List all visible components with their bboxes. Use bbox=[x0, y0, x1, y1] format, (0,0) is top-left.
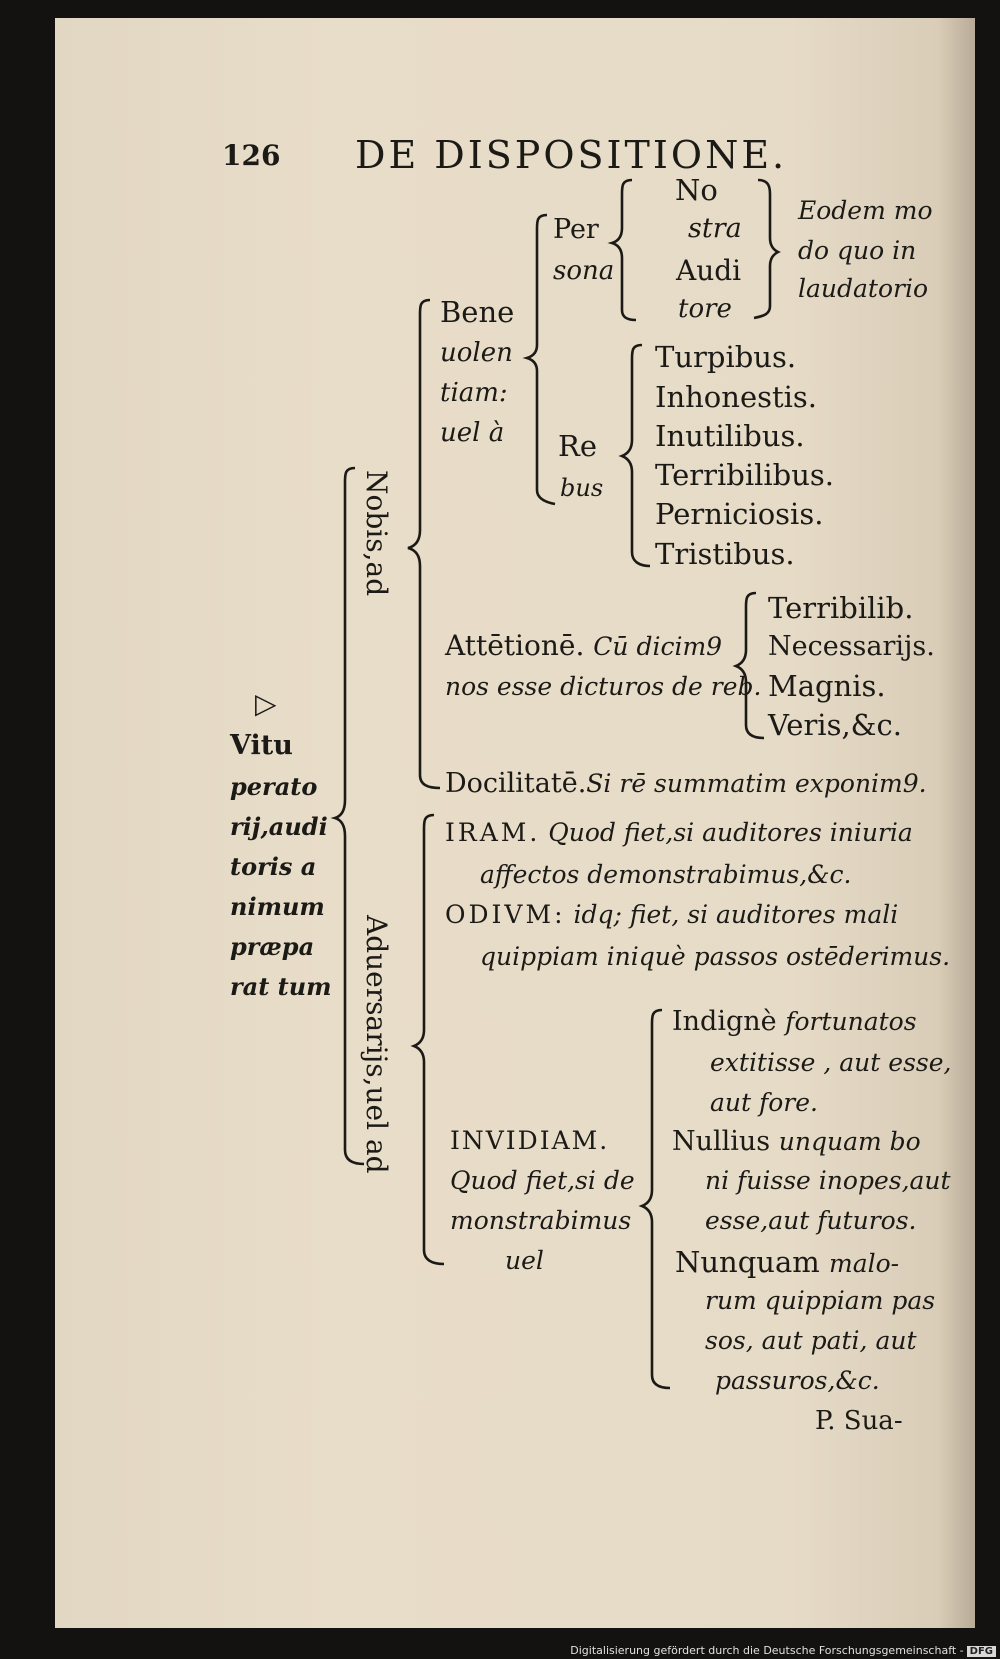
odium-text: idq; fiet, si auditores mali bbox=[573, 900, 899, 929]
brace-rebus bbox=[622, 345, 650, 566]
inuidia-item-head: Nunquam bbox=[675, 1245, 820, 1279]
persona-label-cont: sona bbox=[553, 256, 615, 286]
inuidia-item-text: malo- bbox=[828, 1249, 900, 1278]
root-label-cont: rat tum bbox=[230, 972, 332, 1001]
root-label-cont: toris a bbox=[230, 852, 317, 881]
attentio-label: Attētionē. bbox=[445, 629, 585, 662]
brace-persona-note bbox=[754, 180, 778, 318]
inuidia-item-cont: esse,aut futuros. bbox=[705, 1206, 917, 1235]
root-label-cont: perato bbox=[230, 772, 318, 801]
beneuolentia-label-cont: uel à bbox=[440, 418, 505, 448]
rebus-item: Inutilibus. bbox=[655, 419, 805, 453]
persona-label: Per bbox=[553, 214, 599, 245]
iram-line bbox=[445, 820, 913, 845]
beneuolentia-label-cont: tiam: bbox=[440, 378, 508, 408]
docilitas-label: Docilitatē. bbox=[445, 768, 587, 799]
persona-note: do quo in bbox=[798, 236, 917, 265]
persona-item: stra bbox=[688, 213, 742, 244]
inuidia-item bbox=[675, 1245, 900, 1279]
inuidia-item bbox=[672, 1128, 921, 1155]
persona-item: Audi bbox=[676, 254, 742, 287]
beneuolentia-label-cont: uolen bbox=[440, 338, 513, 368]
inuidia-item bbox=[672, 1008, 917, 1035]
attentio-item: Veris,&c. bbox=[768, 708, 902, 742]
inuidia-label: INVIDIAM. bbox=[450, 1126, 610, 1155]
attentio-line bbox=[445, 629, 723, 662]
odium-line bbox=[445, 902, 898, 927]
page-number: 126 bbox=[222, 139, 281, 172]
rebus-item: Terribilibus. bbox=[655, 458, 834, 492]
docilitas-line bbox=[445, 770, 927, 797]
rebus-item: Tristibus. bbox=[655, 537, 795, 571]
brace-persona-items bbox=[612, 180, 636, 320]
inuidia-text: Quod fiet,si de bbox=[450, 1166, 635, 1195]
attentio-text: nos esse dicturos de reb. bbox=[445, 672, 762, 701]
dfg-logo: DFG bbox=[967, 1646, 996, 1657]
inuidia-item-cont: ni fuisse inopes,aut bbox=[705, 1166, 951, 1195]
inuidia-item-head: Indignè bbox=[672, 1006, 777, 1037]
inuidia-item-head: Nullius bbox=[672, 1126, 771, 1157]
root-label-cont: nimum bbox=[230, 892, 325, 921]
docilitas-text: Si rē summatim exponim9. bbox=[586, 769, 927, 798]
persona-note: laudatorio bbox=[798, 274, 929, 303]
inuidia-text: uel bbox=[505, 1246, 544, 1275]
rebus-item: Turpibus. bbox=[655, 340, 797, 374]
attentio-item: Terribilib. bbox=[768, 591, 914, 625]
rebus-item: Inhonestis. bbox=[655, 380, 818, 414]
root-label: Vitu bbox=[230, 730, 293, 761]
footer-credit bbox=[570, 1644, 996, 1657]
inuidia-item-text: unquam bo bbox=[778, 1127, 921, 1156]
inuidia-item-cont: sos, aut pati, aut bbox=[705, 1326, 917, 1355]
inuidia-item-cont: aut fore. bbox=[710, 1088, 818, 1117]
root-label-cont: rij,audi bbox=[230, 812, 328, 841]
root-label-cont: præpa bbox=[230, 932, 315, 961]
rebus-item: Perniciosis. bbox=[655, 497, 824, 531]
aduersarijs-label: Aduersarijs,uel ad bbox=[360, 915, 393, 1174]
page-title: DE DISPOSITIONE. bbox=[355, 133, 788, 177]
inuidia-text: monstrabimus bbox=[450, 1206, 632, 1235]
attentio-item: Necessarijs. bbox=[768, 631, 935, 662]
beneuolentia-label: Bene bbox=[440, 295, 515, 329]
catchword: P. Sua- bbox=[815, 1406, 903, 1436]
attentio-item: Magnis. bbox=[768, 669, 886, 703]
root-marker: ▷ bbox=[255, 687, 277, 720]
brace-nobis bbox=[408, 300, 440, 788]
odium-text-cont: quippiam iniquè passos ostēderimus. bbox=[480, 942, 951, 971]
inuidia-item-text: fortunatos bbox=[785, 1007, 917, 1036]
inuidia-item-cont: extitisse , aut esse, bbox=[710, 1048, 952, 1077]
rebus-label: Re bbox=[558, 429, 597, 463]
footer-text: Digitalisierung gefördert durch die Deutsche Forschungsgemeinschaft - bbox=[570, 1644, 964, 1657]
rebus-label-cont: bus bbox=[560, 474, 604, 502]
persona-item: No bbox=[675, 173, 718, 207]
brace-beneuolentia bbox=[527, 215, 555, 504]
odium-label: ODIVM: bbox=[445, 900, 566, 929]
brace-attentio bbox=[736, 593, 764, 738]
inuidia-item-cont: rum quippiam pas bbox=[705, 1286, 936, 1315]
iram-text-cont: affectos demonstrabimus,&c. bbox=[480, 860, 852, 889]
persona-note: Eodem mo bbox=[798, 196, 933, 225]
nobis-label: Nobis,ad bbox=[360, 470, 393, 597]
attentio-text: Cū dicim9 bbox=[593, 632, 723, 661]
brace-aduersarijs bbox=[414, 815, 444, 1264]
brace-inuidia bbox=[642, 1010, 670, 1388]
persona-item: tore bbox=[678, 294, 732, 324]
iram-text: Quod fiet,si auditores iniuria bbox=[548, 818, 913, 847]
inuidia-item-cont: passuros,&c. bbox=[715, 1366, 880, 1395]
iram-label: IRAM. bbox=[445, 818, 541, 847]
